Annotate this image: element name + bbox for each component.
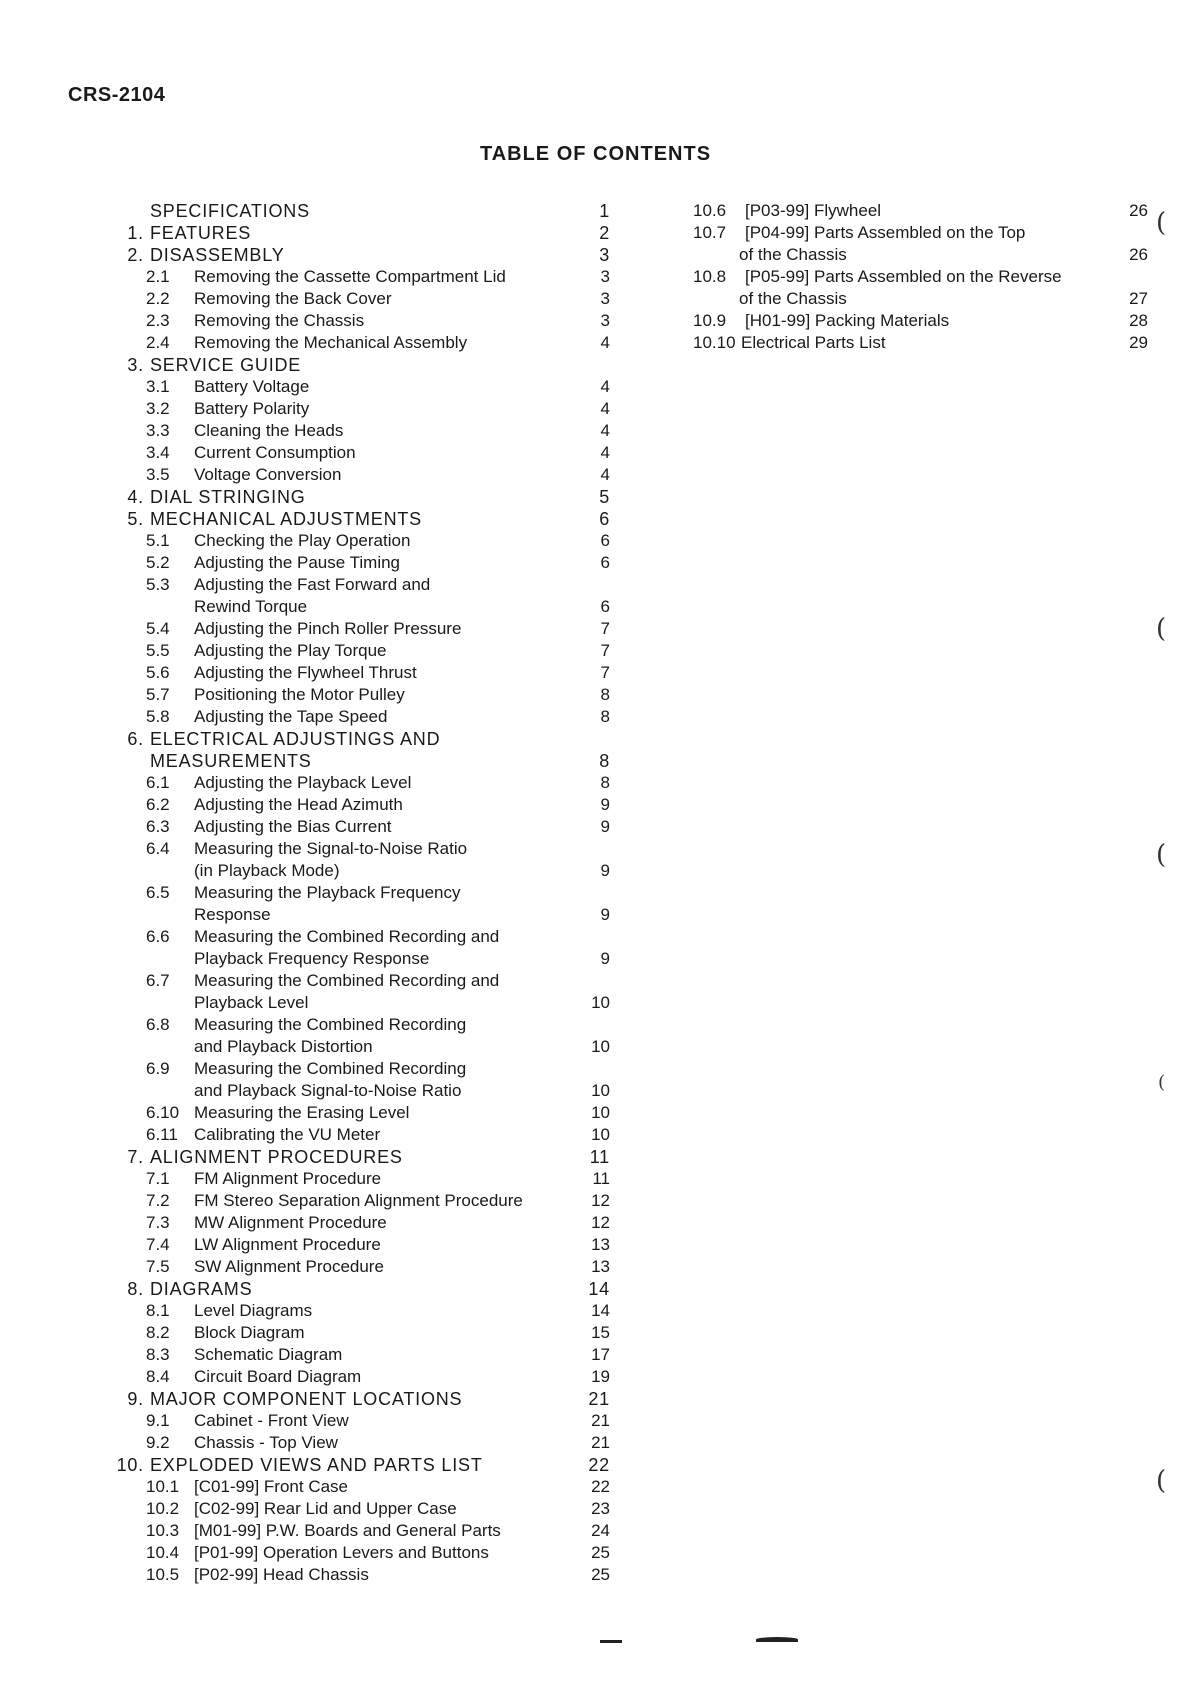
toc-entry-page: 6: [600, 597, 610, 616]
toc-entry-number: 8.4: [146, 1367, 170, 1386]
toc-entry-number: 5.5: [146, 641, 170, 660]
toc-entry-page: 4: [600, 443, 610, 462]
toc-entry-title: [P04-99] Parts Assembled on the Top: [745, 223, 1026, 242]
toc-entry-number: 10.9: [693, 311, 727, 330]
toc-entry-number: 10.4: [146, 1543, 180, 1562]
toc-entry-page: 8: [599, 751, 610, 771]
toc-entry-title: of the Chassis: [739, 245, 847, 264]
toc-entry-title: [C02-99] Rear Lid and Upper Case: [194, 1499, 457, 1518]
toc-entry-page: 8: [600, 773, 610, 792]
toc-entry-number: 6.3: [146, 817, 170, 836]
toc-entry-number: 4.: [127, 487, 144, 507]
toc-entry: [100, 772, 610, 794]
toc-entry-title: Measuring the Combined Recording: [194, 1059, 467, 1078]
toc-entry-number: 7.1: [146, 1169, 170, 1188]
toc-entry-page: 3: [600, 289, 610, 308]
toc-entry-title: Measuring the Combined Recording and: [194, 971, 500, 990]
toc-entry: [100, 574, 610, 596]
toc-entry: [100, 618, 610, 640]
toc-entry-page: 6: [600, 531, 610, 550]
toc-entry-title: Checking the Play Operation: [194, 531, 411, 550]
toc-entry-page: 4: [600, 377, 610, 396]
toc-entry-number: 6.10: [146, 1103, 180, 1122]
toc-entry: [100, 442, 610, 464]
toc-entry-number: 3.2: [146, 399, 170, 418]
toc-entry-number: 6.1: [146, 773, 170, 792]
toc-entry-number: 3.: [127, 355, 144, 375]
toc-entry-title: EXPLODED VIEWS AND PARTS LIST: [150, 1455, 483, 1475]
toc-entry-number: 7.: [127, 1147, 144, 1167]
toc-entry-page: 10: [591, 1125, 610, 1144]
toc-entry-title: [P02-99] Head Chassis: [194, 1565, 369, 1584]
toc-entry: [100, 508, 610, 530]
toc-entry-number: 5.: [127, 509, 144, 529]
toc-entry-page: 9: [600, 795, 610, 814]
toc-entry: [100, 1014, 610, 1036]
toc-entry-title: Block Diagram: [194, 1323, 305, 1342]
toc-entry-title: Adjusting the Fast Forward and: [194, 575, 431, 594]
toc-entry-page: 17: [591, 1345, 610, 1364]
toc-entry: [100, 1036, 610, 1058]
toc-entry-title: SW Alignment Procedure: [194, 1257, 384, 1276]
toc-entry-number: 6.4: [146, 839, 170, 858]
toc-entry-title: Adjusting the Pinch Roller Pressure: [194, 619, 462, 638]
toc-entry: [100, 486, 610, 508]
toc-entry-page: 2: [599, 223, 610, 243]
toc-entry: [100, 1102, 610, 1124]
toc-entry-title: MW Alignment Procedure: [194, 1213, 387, 1232]
toc-entry-number: 8.2: [146, 1323, 170, 1342]
toc-entry-page: 21: [591, 1433, 610, 1452]
toc-entry-number: 2.1: [146, 267, 170, 286]
toc-entry: [100, 1080, 610, 1102]
toc-entry-page: 10: [591, 993, 610, 1012]
toc-entry: [100, 1146, 610, 1168]
toc-entry-title: Playback Level: [194, 993, 309, 1012]
toc-entry-page: 27: [1129, 289, 1148, 308]
toc-entry-page: 4: [600, 421, 610, 440]
toc-entry-number: 3.5: [146, 465, 170, 484]
toc-entry-title: (in Playback Mode): [194, 861, 340, 880]
toc-entry-title: Measuring the Erasing Level: [194, 1103, 410, 1122]
toc-entry-title: [C01-99] Front Case: [194, 1477, 349, 1496]
toc-entry-title: FM Alignment Procedure: [194, 1169, 382, 1188]
toc-entry: [100, 1454, 610, 1476]
toc-entry-number: 10.7: [693, 223, 727, 242]
scan-dash: [600, 1640, 622, 1643]
toc-entry: [100, 970, 610, 992]
toc-entry: [100, 1256, 610, 1278]
toc-entry-title: [M01-99] P.W. Boards and General Parts: [194, 1521, 501, 1540]
toc-entry-title: MECHANICAL ADJUSTMENTS: [150, 509, 422, 529]
toc-entry: [100, 1168, 610, 1190]
toc-entry-page: 8: [600, 685, 610, 704]
toc-entry: [693, 332, 1148, 354]
toc-entry-page: 22: [588, 1455, 610, 1475]
toc-entry: [100, 1344, 610, 1366]
toc-entry-number: 6.9: [146, 1059, 170, 1078]
toc-entry-title: Adjusting the Tape Speed: [194, 707, 388, 726]
toc-entry-title: [P01-99] Operation Levers and Buttons: [194, 1543, 489, 1562]
binding-mark: (: [1156, 840, 1167, 870]
toc-entry: [100, 1564, 610, 1586]
toc-entry-title: Measuring the Playback Frequency: [194, 883, 461, 902]
toc-entry: [100, 266, 610, 288]
toc-entry: [100, 926, 610, 948]
toc-entry-number: 3.1: [146, 377, 170, 396]
toc-entry: [100, 706, 610, 728]
toc-entry-page: 12: [591, 1191, 610, 1210]
toc-right-column: [693, 200, 1148, 354]
toc-entry-page: 15: [591, 1323, 610, 1342]
toc-entry-title: FEATURES: [150, 223, 252, 243]
document-model-number: CRS-2104: [68, 84, 166, 106]
toc-entry-title: LW Alignment Procedure: [194, 1235, 381, 1254]
binding-mark: (: [1156, 614, 1167, 644]
toc-entry-page: 26: [1129, 201, 1148, 220]
toc-entry-number: 9.1: [146, 1411, 170, 1430]
toc-entry-title: and Playback Signal-to-Noise Ratio: [194, 1081, 462, 1100]
toc-entry-page: 13: [591, 1235, 610, 1254]
binding-mark: (: [1156, 208, 1167, 238]
toc-entry: [100, 310, 610, 332]
toc-entry-page: 11: [592, 1169, 610, 1188]
toc-entry-number: 6.2: [146, 795, 170, 814]
toc-entry: [693, 310, 1148, 332]
toc-entry: [100, 1542, 610, 1564]
toc-entry-page: 4: [600, 333, 610, 352]
toc-entry-title: [H01-99] Packing Materials: [745, 311, 950, 330]
toc-entry-page: 10: [591, 1081, 610, 1100]
toc-entry-number: 10.6: [693, 201, 727, 220]
toc-entry-page: 25: [591, 1543, 610, 1562]
toc-entry: [100, 1124, 610, 1146]
toc-entry: [100, 200, 610, 222]
toc-entry: [100, 992, 610, 1014]
toc-entry-number: 10.1: [146, 1477, 180, 1496]
toc-entry-page: 3: [600, 267, 610, 286]
toc-entry: [100, 530, 610, 552]
toc-entry: [100, 1058, 610, 1080]
toc-entry-number: 7.5: [146, 1257, 170, 1276]
toc-entry-number: 6.7: [146, 971, 170, 990]
toc-entry-number: 2.2: [146, 289, 170, 308]
toc-entry-title: Measuring the Combined Recording and: [194, 927, 500, 946]
toc-entry: [100, 354, 610, 376]
toc-entry-page: 10: [591, 1037, 610, 1056]
toc-entry-title: Schematic Diagram: [194, 1345, 343, 1364]
toc-entry: [100, 684, 610, 706]
toc-entry: [100, 244, 610, 266]
toc-entry-page: 22: [591, 1477, 610, 1496]
toc-entry-page: 25: [591, 1565, 610, 1584]
toc-entry-number: 5.1: [146, 531, 170, 550]
toc-entry-title: FM Stereo Separation Alignment Procedure: [194, 1191, 523, 1210]
toc-entry-page: 4: [600, 399, 610, 418]
toc-entry-title: Measuring the Signal-to-Noise Ratio: [194, 839, 468, 858]
toc-entry-title: DIAGRAMS: [150, 1279, 253, 1299]
toc-entry-number: 9.2: [146, 1433, 170, 1452]
page-title: TABLE OF CONTENTS: [479, 143, 712, 165]
toc-entry-number: 3.4: [146, 443, 170, 462]
toc-entry-number: 6.11: [146, 1125, 178, 1144]
toc-entry-number: 10.: [116, 1455, 144, 1475]
toc-entry-title: Voltage Conversion: [194, 465, 342, 484]
toc-entry: [100, 860, 610, 882]
toc-entry: [100, 1234, 610, 1256]
toc-entry: [100, 794, 610, 816]
toc-entry-page: 14: [588, 1279, 610, 1299]
toc-entry-title: DIAL STRINGING: [150, 487, 306, 507]
toc-entry: [100, 222, 610, 244]
toc-entry-page: 3: [599, 245, 610, 265]
toc-entry-page: 7: [600, 641, 610, 660]
toc-entry-page: 12: [591, 1213, 610, 1232]
toc-entry-page: 9: [600, 905, 610, 924]
toc-entry-page: 4: [600, 465, 610, 484]
toc-entry-number: 7.3: [146, 1213, 170, 1232]
toc-entry-page: 21: [588, 1389, 610, 1409]
scan-dash: [756, 1637, 798, 1642]
toc-entry-number: 5.4: [146, 619, 170, 638]
toc-entry-page: 11: [589, 1147, 610, 1167]
toc-entry-number: 8.1: [146, 1301, 170, 1320]
toc-entry-page: 9: [600, 861, 610, 880]
toc-entry-title: Current Consumption: [194, 443, 356, 462]
toc-entry: [100, 1278, 610, 1300]
toc-entry-page: 28: [1129, 311, 1148, 330]
toc-entry-number: 7.2: [146, 1191, 170, 1210]
toc-entry-number: 10.2: [146, 1499, 180, 1518]
toc-entry-title: Measuring the Combined Recording: [194, 1015, 467, 1034]
toc-entry: [100, 398, 610, 420]
toc-entry: [100, 288, 610, 310]
toc-entry-page: 9: [600, 949, 610, 968]
toc-entry-title: Adjusting the Flywheel Thrust: [194, 663, 417, 682]
toc-entry-number: 6.5: [146, 883, 170, 902]
toc-entry-title: and Playback Distortion: [194, 1037, 373, 1056]
toc-entry-title: Cleaning the Heads: [194, 421, 344, 440]
toc-entry-title: Level Diagrams: [194, 1301, 313, 1320]
toc-entry-number: 6.6: [146, 927, 170, 946]
toc-entry: [100, 1300, 610, 1322]
toc-entry: [100, 1476, 610, 1498]
toc-entry: [100, 838, 610, 860]
toc-entry-number: 5.7: [146, 685, 170, 704]
toc-entry-title: Adjusting the Play Torque: [194, 641, 387, 660]
toc-entry: [693, 288, 1148, 310]
toc-entry: [100, 1190, 610, 1212]
toc-entry: [100, 728, 610, 750]
toc-entry-page: 7: [600, 619, 610, 638]
toc-entry-title: [P03-99] Flywheel: [745, 201, 882, 220]
toc-entry-title: [P05-99] Parts Assembled on the Reverse: [745, 267, 1062, 286]
toc-entry-page: 1: [599, 201, 610, 221]
toc-entry-title: ELECTRICAL ADJUSTINGS AND: [150, 729, 441, 749]
toc-entry-title: Adjusting the Pause Timing: [194, 553, 401, 572]
toc-entry-title: Positioning the Motor Pulley: [194, 685, 405, 704]
toc-entry-page: 9: [600, 817, 610, 836]
toc-entry-page: 3: [600, 311, 610, 330]
toc-entry-page: 14: [591, 1301, 610, 1320]
toc-entry-number: 5.6: [146, 663, 170, 682]
toc-entry-title: SERVICE GUIDE: [150, 355, 302, 375]
toc-entry-page: 24: [591, 1521, 610, 1540]
toc-entry: [100, 750, 610, 772]
toc-entry: [100, 332, 610, 354]
toc-entry-page: 26: [1129, 245, 1148, 264]
toc-entry: [100, 640, 610, 662]
toc-entry-title: Playback Frequency Response: [194, 949, 430, 968]
toc-entry-title: Cabinet - Front View: [194, 1411, 349, 1430]
toc-entry: [100, 1432, 610, 1454]
toc-entry-title: ALIGNMENT PROCEDURES: [150, 1147, 403, 1167]
toc-entry: [100, 1212, 610, 1234]
toc-entry-number: 10.10: [693, 333, 736, 352]
toc-entry-number: 6.8: [146, 1015, 170, 1034]
toc-entry-title: Response: [194, 905, 271, 924]
toc-entry-page: 5: [599, 487, 610, 507]
toc-entry-title: Circuit Board Diagram: [194, 1367, 362, 1386]
toc-entry-title: MAJOR COMPONENT LOCATIONS: [150, 1389, 463, 1409]
toc-entry-title: DISASSEMBLY: [150, 245, 285, 265]
toc-entry: [100, 904, 610, 926]
toc-entry-number: 10.5: [146, 1565, 180, 1584]
toc-entry-number: 5.2: [146, 553, 170, 572]
toc-entry-number: 8.: [127, 1279, 144, 1299]
toc-entry-number: 10.3: [146, 1521, 180, 1540]
toc-entry-number: 2.3: [146, 311, 170, 330]
toc-entry-title: MEASUREMENTS: [150, 751, 312, 771]
toc-entry-page: 13: [591, 1257, 610, 1276]
toc-entry-number: 10.8: [693, 267, 727, 286]
toc-entry-page: 6: [600, 553, 610, 572]
toc-entry-title: of the Chassis: [739, 289, 847, 308]
toc-entry-title: Battery Polarity: [194, 399, 310, 418]
toc-entry-title: Adjusting the Head Azimuth: [194, 795, 403, 814]
toc-entry-title: Electrical Parts List: [741, 333, 886, 352]
toc-entry-page: 19: [591, 1367, 610, 1386]
toc-entry-page: 10: [591, 1103, 610, 1122]
toc-entry-title: Battery Voltage: [194, 377, 310, 396]
toc-entry: [100, 464, 610, 486]
toc-entry-title: Calibrating the VU Meter: [194, 1125, 381, 1144]
toc-entry-number: 9.: [127, 1389, 144, 1409]
toc-entry-number: 7.4: [146, 1235, 170, 1254]
toc-entry: [100, 948, 610, 970]
toc-entry-number: 2.: [127, 245, 144, 265]
toc-entry-page: 6: [599, 509, 610, 529]
toc-entry-title: Adjusting the Bias Current: [194, 817, 392, 836]
toc-entry: [100, 376, 610, 398]
toc-entry: [693, 266, 1148, 288]
toc-entry: [100, 882, 610, 904]
toc-entry-number: 8.3: [146, 1345, 170, 1364]
toc-entry: [100, 420, 610, 442]
binding-mark: (: [1156, 1466, 1167, 1496]
toc-entry: [693, 244, 1148, 266]
toc-entry-number: 2.4: [146, 333, 170, 352]
toc-entry-title: Adjusting the Playback Level: [194, 773, 412, 792]
toc-entry: [693, 200, 1148, 222]
toc-entry: [100, 1366, 610, 1388]
toc-entry: [693, 222, 1148, 244]
toc-entry-page: 8: [600, 707, 610, 726]
toc-left-column: [100, 200, 610, 1586]
binding-mark: (: [1158, 1072, 1166, 1093]
toc-entry: [100, 816, 610, 838]
toc-entry: [100, 662, 610, 684]
toc-entry-page: 7: [600, 663, 610, 682]
toc-entry-title: SPECIFICATIONS: [150, 201, 310, 221]
toc-entry-title: Rewind Torque: [194, 597, 308, 616]
toc-entry-number: 5.3: [146, 575, 170, 594]
toc-entry-title: Chassis - Top View: [194, 1433, 338, 1452]
toc-entry: [100, 552, 610, 574]
toc-entry-title: Removing the Chassis: [194, 311, 365, 330]
toc-entry-number: 1.: [127, 223, 144, 243]
toc-entry-number: 3.3: [146, 421, 170, 440]
toc-entry-number: 6.: [127, 729, 144, 749]
toc-entry: [100, 1322, 610, 1344]
toc-entry: [100, 1520, 610, 1542]
toc-entry: [100, 1498, 610, 1520]
toc-entry-page: 21: [591, 1411, 610, 1430]
toc-entry-page: 23: [591, 1499, 610, 1518]
toc-entry-number: 5.8: [146, 707, 170, 726]
toc-entry-page: 29: [1129, 333, 1148, 352]
toc-entry-title: Removing the Back Cover: [194, 289, 392, 308]
toc-entry: [100, 1388, 610, 1410]
toc-entry: [100, 596, 610, 618]
toc-entry-title: Removing the Mechanical Assembly: [194, 333, 468, 352]
toc-entry: [100, 1410, 610, 1432]
toc-entry-title: Removing the Cassette Compartment Lid: [194, 267, 506, 286]
